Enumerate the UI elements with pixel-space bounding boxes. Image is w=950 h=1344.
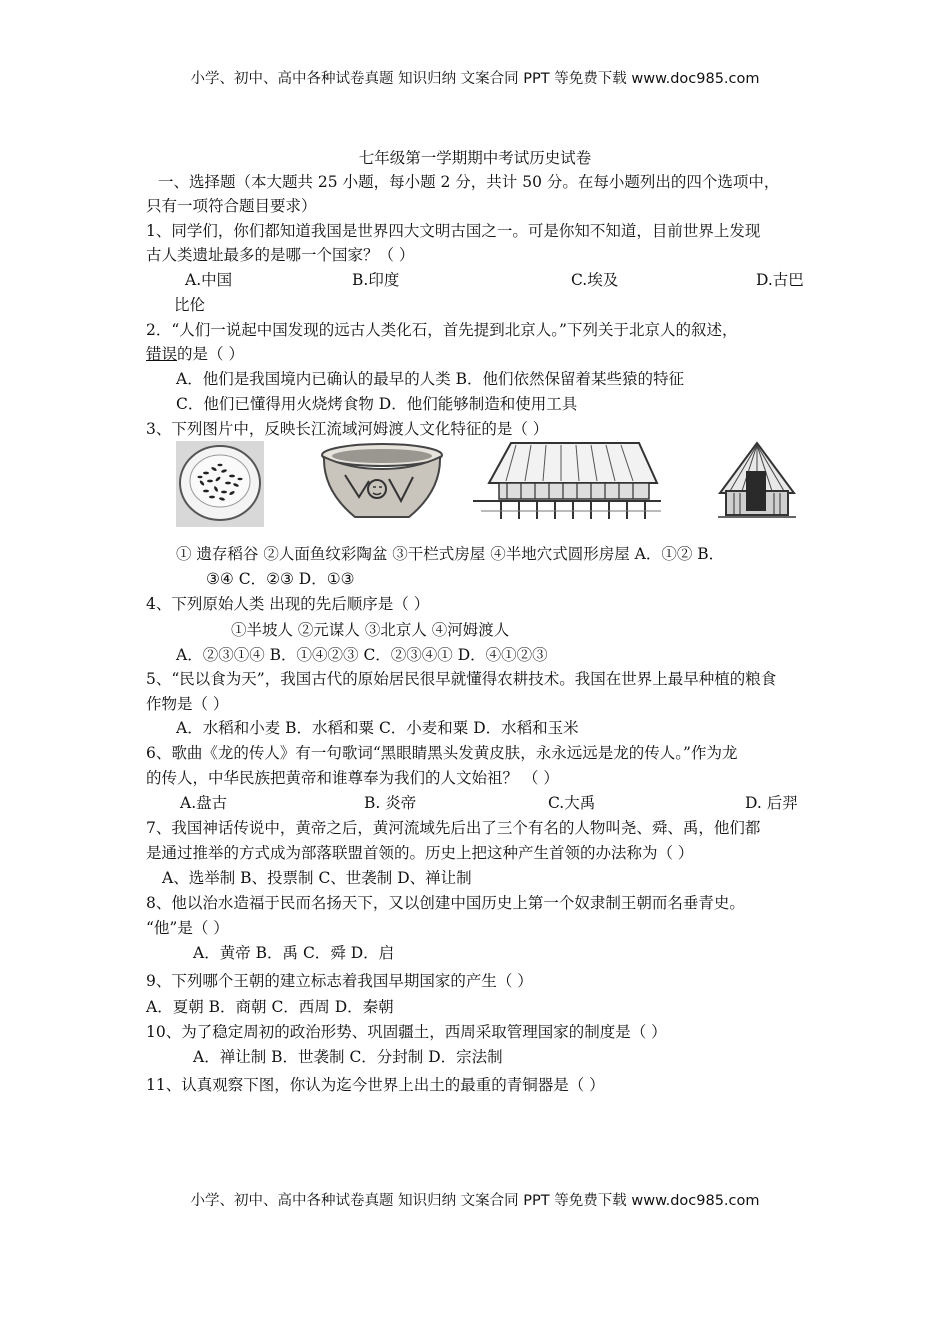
q6-line1: 6、歌曲《龙的传人》有一句歌词“黑眼睛黑头发黄皮肤，永永远远是龙的传人。”作为龙 <box>146 744 738 762</box>
q2-line2 <box>146 344 244 364</box>
q6-line2: 的传人，中华民族把黄帝和谁尊奉为我们的人文始祖？ （ ） <box>146 769 559 787</box>
painted-pottery-basin-image <box>315 441 450 527</box>
page-header: 小学、初中、高中各种试卷真题 知识归纳 文案合同 PPT 等免费下载 www.doc985.com <box>190 71 760 87</box>
section-1-line1: 一、选择题（本大题共 25 小题，每小题 2 分，共计 50 分。在每小题列出的四个选项中， <box>158 173 780 191</box>
q8-line1: 8、他以治水造福于民而名扬天下，又以创建中国历史上第一个奴隶制王朝而名垂青史。 <box>146 894 745 912</box>
q1-line1: 1、同学们，你们都知道我国是世界四大文明古国之一。可是你知不知道，目前世界上发现 <box>146 222 761 240</box>
q7-options: A、选举制 B、投票制 C、世袭制 D、禅让制 <box>162 869 472 887</box>
q3-line1: 3、下列图片中，反映长江流域河姆渡人文化特征的是（ ） <box>146 420 549 438</box>
q3-caption-line2: ③④ C．②③ D．①③ <box>206 570 355 588</box>
q11-line1: 11、认真观察下图，你认为迄今世界上出土的最重的青铜器是（ ） <box>146 1076 605 1094</box>
q8-options: A．黄帝 B．禹 C．舜 D．启 <box>193 944 395 962</box>
q10-line1: 10、为了稳定周初的政治形势、巩固疆土，西周采取管理国家的制度是（ ） <box>146 1023 667 1041</box>
q1-option-b: B.印度 <box>352 271 400 289</box>
round-hut-image <box>712 441 802 523</box>
rice-grain-image <box>176 441 264 527</box>
q1-option-a: A.中国 <box>185 271 233 289</box>
q6-option-b: B. 炎帝 <box>364 794 417 812</box>
q5-options: A．水稻和小麦 B．水稻和粟 C．小麦和粟 D．水稻和玉米 <box>176 719 579 737</box>
q6-option-d: D. 后羿 <box>745 794 798 812</box>
q2-underlined-word: 错误 <box>146 345 178 363</box>
q2-options-line1: A．他们是我国境内已确认的最早的人类 B．他们依然保留着某些猿的特征 <box>176 370 685 388</box>
q1-option-d-cont: 比伦 <box>174 296 206 314</box>
q2-options-line2: C．他们已懂得用火烧烤食物 D．他们能够制造和使用工具 <box>176 395 578 413</box>
q6-option-a: A.盘古 <box>180 794 228 812</box>
q9-options: A．夏朝 B．商朝 C．西周 D．秦朝 <box>146 998 394 1016</box>
q6-option-c: C.大禹 <box>548 794 596 812</box>
q2-line1: 2．“人们一说起中国发现的远古人类化石，首先提到北京人。”下列关于北京人的叙述， <box>146 321 738 339</box>
page-title: 七年级第一学期期中考试历史试卷 <box>358 149 592 167</box>
stilt-house-image <box>471 441 664 523</box>
q9-line1: 9、下列哪个王朝的建立标志着我国早期国家的产生（ ） <box>146 972 533 990</box>
q7-line1: 7、我国神话传说中，黄帝之后，黄河流域先后出了三个有名的人物叫尧、舜、禹，他们都 <box>146 819 761 837</box>
section-1-line2: 只有一项符合题目要求） <box>146 197 317 215</box>
q1-option-c: C.埃及 <box>571 271 619 289</box>
q3-caption-line1: ① 遗存稻谷 ②人面鱼纹彩陶盆 ③干栏式房屋 ④半地穴式圆形房屋 A．①② B． <box>176 545 725 563</box>
q5-line2: 作物是（ ） <box>146 695 229 713</box>
q5-line1: 5、“民以食为天”，我国古代的原始居民很早就懂得农耕技术。我国在世界上最早种植的粮食 <box>146 670 777 688</box>
page-footer: 小学、初中、高中各种试卷真题 知识归纳 文案合同 PPT 等免费下载 www.doc985.com <box>190 1193 760 1209</box>
q7-line2: 是通过推举的方式成为部落联盟首领的。历史上把这种产生首领的办法称为（ ） <box>146 844 694 862</box>
q8-line2: “他”是（ ） <box>146 919 229 937</box>
q4-items: ①半坡人 ②元谋人 ③北京人 ④河姆渡人 <box>231 621 510 639</box>
q10-options: A．禅让制 B．世袭制 C．分封制 D．宗法制 <box>193 1048 503 1066</box>
q2-line2-rest: 的是（ ） <box>177 345 244 363</box>
q1-option-d: D.古巴 <box>756 271 804 289</box>
q4-options: A．②③①④ B．①④②③ C．②③④① D．④①②③ <box>176 646 548 664</box>
q4-line1: 4、下列原始人类 出现的先后顺序是（ ） <box>146 595 430 613</box>
q1-line2: 古人类遗址最多的是哪一个国家？（ ） <box>146 246 415 264</box>
